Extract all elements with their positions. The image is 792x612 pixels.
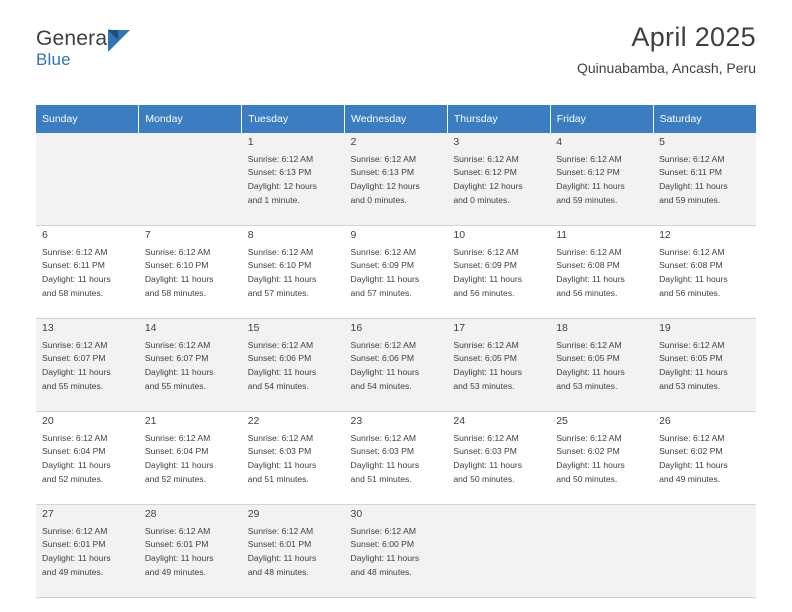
weekday-header-tuesday: Tuesday: [242, 105, 345, 133]
daylight-text-line2: and 50 minutes.: [556, 474, 618, 485]
calendar-day-cell: [447, 505, 550, 598]
day-number: 14: [144, 322, 157, 334]
day-info: [659, 153, 750, 209]
day-info: [659, 246, 750, 302]
sunrise-text: Sunrise: 6:12 AM: [453, 153, 519, 164]
sunset-text: Sunset: 6:05 PM: [556, 353, 620, 364]
sunrise-text: Sunrise: 6:12 AM: [144, 525, 211, 536]
calendar-day-cell: [345, 226, 448, 319]
sunrise-text: Sunrise: 6:12 AM: [556, 246, 622, 257]
day-number: 11: [556, 229, 568, 241]
daylight-text-line1: Daylight: 11 hours: [659, 367, 728, 378]
calendar-day-cell: [139, 412, 242, 505]
weekday-header-thursday: Thursday: [447, 105, 550, 133]
sunset-text: Sunset: 6:05 PM: [453, 353, 517, 364]
day-number: 1: [247, 136, 254, 148]
sunrise-text: Sunrise: 6:12 AM: [453, 339, 519, 350]
day-number: 4: [556, 136, 563, 148]
calendar-day-cell: [36, 319, 139, 412]
sunset-text: Sunset: 6:11 PM: [659, 167, 722, 178]
daylight-text-line2: and 1 minute.: [247, 195, 300, 206]
sunset-text: Sunset: 6:03 PM: [247, 446, 312, 457]
daylight-text-line2: and 48 minutes.: [350, 567, 412, 578]
calendar-day-cell: [139, 319, 242, 412]
sunrise-text: Sunrise: 6:12 AM: [350, 432, 416, 443]
calendar-day-cell: [242, 319, 345, 412]
sunrise-text: Sunrise: 6:12 AM: [453, 432, 519, 443]
calendar-week-row: [36, 412, 756, 505]
daylight-text-line2: and 57 minutes.: [350, 288, 412, 299]
calendar-day-cell: [242, 412, 345, 505]
daylight-text-line2: and 49 minutes.: [42, 567, 104, 578]
day-info: [556, 246, 647, 302]
page-title: April 2025: [631, 22, 756, 52]
calendar-day-cell: [242, 505, 345, 598]
sunrise-text: Sunrise: 6:12 AM: [247, 153, 314, 164]
calendar-day-cell: [139, 133, 242, 226]
day-number: 28: [144, 508, 157, 520]
daylight-text-line2: and 53 minutes.: [453, 381, 515, 392]
sunset-text: Sunset: 6:01 PM: [42, 539, 106, 550]
sunrise-text: Sunrise: 6:12 AM: [144, 432, 211, 443]
day-number: 15: [247, 322, 260, 334]
day-info: [659, 432, 750, 488]
daylight-text-line2: and 59 minutes.: [659, 195, 721, 206]
weekday-header-friday: Friday: [550, 105, 653, 133]
sunset-text: Sunset: 6:09 PM: [350, 260, 415, 271]
day-info: [248, 339, 339, 395]
daylight-text-line1: Daylight: 11 hours: [247, 553, 317, 564]
sunrise-text: Sunrise: 6:12 AM: [350, 153, 416, 164]
sunset-text: Sunset: 6:05 PM: [659, 353, 723, 364]
day-info: [453, 246, 544, 302]
day-info: [145, 246, 236, 302]
daylight-text-line1: Daylight: 11 hours: [350, 367, 420, 378]
calendar-day-cell: [447, 319, 550, 412]
day-number: 27: [42, 508, 54, 520]
calendar-day-cell: [36, 505, 139, 598]
sunset-text: Sunset: 6:07 PM: [42, 353, 106, 364]
flag-corner-icon: [108, 30, 118, 40]
daylight-text-line1: Daylight: 11 hours: [556, 460, 625, 471]
sunset-text: Sunset: 6:11 PM: [42, 260, 105, 271]
daylight-text-line1: Daylight: 11 hours: [556, 181, 625, 192]
sunset-text: Sunset: 6:10 PM: [144, 260, 209, 271]
calendar-day-cell: [653, 505, 756, 598]
sunset-text: Sunset: 6:12 PM: [556, 167, 620, 178]
sunrise-text: Sunrise: 6:12 AM: [247, 432, 314, 443]
day-number: 22: [247, 415, 260, 427]
daylight-text-line2: and 53 minutes.: [659, 381, 721, 392]
daylight-text-line1: Daylight: 11 hours: [42, 274, 111, 285]
sunrise-text: Sunrise: 6:12 AM: [247, 525, 314, 536]
location-subtitle: Quinuabamba, Ancash, Peru: [576, 60, 756, 76]
day-number: 6: [42, 229, 48, 241]
daylight-text-line2: and 55 minutes.: [42, 381, 104, 392]
brand-name-blue: Blue: [36, 50, 71, 69]
day-info: [351, 339, 442, 395]
day-info: [145, 525, 236, 581]
weekday-header-monday: Monday: [139, 105, 242, 133]
day-info: [248, 246, 339, 302]
daylight-text-line1: Daylight: 11 hours: [659, 274, 728, 285]
calendar-day-cell: [139, 505, 242, 598]
weekday-header-saturday: Saturday: [653, 105, 756, 133]
sunset-text: Sunset: 6:06 PM: [350, 353, 415, 364]
daylight-text-line1: Daylight: 11 hours: [247, 367, 317, 378]
sunset-text: Sunset: 6:08 PM: [659, 260, 723, 271]
daylight-text-line2: and 56 minutes.: [556, 288, 618, 299]
day-info: [556, 339, 647, 395]
day-number: 20: [42, 415, 54, 427]
daylight-text-line2: and 58 minutes.: [42, 288, 104, 299]
sunrise-text: Sunrise: 6:12 AM: [42, 525, 108, 536]
day-info: [248, 153, 339, 209]
day-info: [453, 153, 544, 209]
weekday-header-wednesday: Wednesday: [345, 105, 448, 133]
day-number: 13: [42, 322, 54, 334]
daylight-text-line2: and 58 minutes.: [144, 288, 206, 299]
daylight-text-line1: Daylight: 12 hours: [350, 181, 420, 192]
day-number: 17: [453, 322, 466, 334]
day-info: [351, 432, 442, 488]
sunset-text: Sunset: 6:02 PM: [659, 446, 723, 457]
daylight-text-line2: and 51 minutes.: [350, 474, 412, 485]
daylight-text-line1: Daylight: 11 hours: [42, 460, 111, 471]
day-number: 5: [659, 136, 665, 148]
sunrise-text: Sunrise: 6:12 AM: [556, 153, 622, 164]
daylight-text-line2: and 57 minutes.: [247, 288, 309, 299]
sunrise-text: Sunrise: 6:12 AM: [659, 153, 725, 164]
daylight-text-line2: and 49 minutes.: [144, 567, 206, 578]
daylight-text-line2: and 51 minutes.: [247, 474, 309, 485]
weekday-header-row: [36, 105, 756, 133]
day-number: 10: [453, 229, 466, 241]
sunrise-text: Sunrise: 6:12 AM: [659, 339, 725, 350]
sunset-text: Sunset: 6:07 PM: [144, 353, 209, 364]
daylight-text-line1: Daylight: 11 hours: [144, 460, 214, 471]
daylight-text-line1: Daylight: 11 hours: [350, 553, 420, 564]
daylight-text-line1: Daylight: 11 hours: [453, 460, 523, 471]
daylight-text-line1: Daylight: 11 hours: [350, 274, 420, 285]
sunset-text: Sunset: 6:03 PM: [350, 446, 415, 457]
daylight-text-line1: Daylight: 11 hours: [42, 367, 111, 378]
daylight-text-line1: Daylight: 11 hours: [144, 553, 214, 564]
calendar-day-cell: [36, 226, 139, 319]
day-number: 18: [556, 322, 568, 334]
calendar-day-cell: [447, 226, 550, 319]
sunset-text: Sunset: 6:13 PM: [247, 167, 312, 178]
sunrise-text: Sunrise: 6:12 AM: [42, 339, 108, 350]
calendar-day-cell: [550, 505, 653, 598]
day-number: 7: [144, 229, 151, 241]
day-number: 3: [453, 136, 460, 148]
calendar-day-cell: [550, 226, 653, 319]
day-info: [145, 432, 236, 488]
day-info: [42, 432, 133, 488]
day-info: [556, 153, 647, 209]
daylight-text-line2: and 56 minutes.: [659, 288, 721, 299]
sunset-text: Sunset: 6:00 PM: [350, 539, 415, 550]
calendar-day-cell: [345, 505, 448, 598]
daylight-text-line1: Daylight: 11 hours: [144, 367, 214, 378]
daylight-text-line2: and 52 minutes.: [144, 474, 206, 485]
day-number: 16: [350, 322, 363, 334]
sunrise-sunset-calendar: [36, 105, 756, 598]
calendar-day-cell: [242, 226, 345, 319]
calendar-day-cell: [653, 226, 756, 319]
day-info: [42, 525, 133, 581]
sunrise-text: Sunrise: 6:12 AM: [144, 246, 211, 257]
day-info: [248, 525, 339, 581]
calendar-day-cell: [36, 412, 139, 505]
daylight-text-line2: and 49 minutes.: [659, 474, 721, 485]
sunrise-text: Sunrise: 6:12 AM: [659, 432, 725, 443]
daylight-text-line1: Daylight: 11 hours: [453, 274, 523, 285]
sunset-text: Sunset: 6:06 PM: [247, 353, 312, 364]
day-number: 2: [350, 136, 357, 148]
day-number: 29: [247, 508, 260, 520]
sunrise-text: Sunrise: 6:12 AM: [42, 432, 108, 443]
sunrise-text: Sunrise: 6:12 AM: [556, 339, 622, 350]
daylight-text-line2: and 56 minutes.: [453, 288, 515, 299]
daylight-text-line1: Daylight: 11 hours: [453, 367, 523, 378]
calendar-week-row: [36, 226, 756, 319]
sunset-text: Sunset: 6:12 PM: [453, 167, 517, 178]
daylight-text-line1: Daylight: 11 hours: [144, 274, 214, 285]
daylight-text-line1: Daylight: 11 hours: [556, 367, 625, 378]
day-info: [248, 432, 339, 488]
brand-name-general: General: [36, 27, 113, 50]
calendar-day-cell: [550, 133, 653, 226]
day-number: 24: [453, 415, 466, 427]
sunset-text: Sunset: 6:03 PM: [453, 446, 517, 457]
day-number: 25: [556, 415, 568, 427]
calendar-week-row: [36, 133, 756, 226]
day-number: 19: [659, 322, 671, 334]
sunset-text: Sunset: 6:02 PM: [556, 446, 620, 457]
daylight-text-line1: Daylight: 11 hours: [350, 460, 420, 471]
day-info: [145, 339, 236, 395]
day-number: 26: [659, 415, 671, 427]
daylight-text-line1: Daylight: 11 hours: [247, 460, 317, 471]
daylight-text-line1: Daylight: 11 hours: [42, 553, 111, 564]
daylight-text-line2: and 54 minutes.: [350, 381, 412, 392]
sunrise-text: Sunrise: 6:12 AM: [453, 246, 519, 257]
daylight-text-line1: Daylight: 12 hours: [453, 181, 523, 192]
day-info: [453, 432, 544, 488]
sunrise-text: Sunrise: 6:12 AM: [144, 339, 211, 350]
daylight-text-line2: and 48 minutes.: [247, 567, 309, 578]
brand-logo: [36, 28, 112, 68]
day-info: [42, 339, 133, 395]
day-number: 12: [659, 229, 671, 241]
day-number: 21: [144, 415, 157, 427]
sunset-text: Sunset: 6:04 PM: [144, 446, 209, 457]
sunset-text: Sunset: 6:10 PM: [247, 260, 312, 271]
calendar-day-cell: [550, 319, 653, 412]
calendar-week-row: [36, 505, 756, 598]
calendar-day-cell: [550, 412, 653, 505]
daylight-text-line2: and 53 minutes.: [556, 381, 618, 392]
daylight-text-line2: and 0 minutes.: [350, 195, 407, 206]
day-info: [42, 246, 133, 302]
sunrise-text: Sunrise: 6:12 AM: [350, 246, 416, 257]
daylight-text-line1: Daylight: 11 hours: [659, 181, 728, 192]
daylight-text-line1: Daylight: 11 hours: [247, 274, 317, 285]
calendar-day-cell: [345, 133, 448, 226]
daylight-text-line2: and 50 minutes.: [453, 474, 515, 485]
calendar-day-cell: [447, 412, 550, 505]
calendar-day-cell: [447, 133, 550, 226]
sunset-text: Sunset: 6:01 PM: [247, 539, 312, 550]
calendar-day-cell: [139, 226, 242, 319]
day-info: [556, 432, 647, 488]
day-info: [351, 246, 442, 302]
sunrise-text: Sunrise: 6:12 AM: [350, 525, 416, 536]
calendar-day-cell: [653, 319, 756, 412]
sunrise-text: Sunrise: 6:12 AM: [659, 246, 725, 257]
sunrise-text: Sunrise: 6:12 AM: [350, 339, 416, 350]
page-header: [36, 0, 756, 76]
calendar-day-cell: [36, 133, 139, 226]
day-number: 23: [350, 415, 363, 427]
daylight-text-line2: and 59 minutes.: [556, 195, 618, 206]
day-info: [351, 153, 442, 209]
weekday-header-sunday: Sunday: [36, 105, 139, 133]
calendar-day-cell: [653, 133, 756, 226]
daylight-text-line1: Daylight: 11 hours: [659, 460, 728, 471]
calendar-day-cell: [653, 412, 756, 505]
daylight-text-line1: Daylight: 11 hours: [556, 274, 625, 285]
calendar-week-row: [36, 319, 756, 412]
sunset-text: Sunset: 6:08 PM: [556, 260, 620, 271]
day-info: [453, 339, 544, 395]
daylight-text-line2: and 54 minutes.: [247, 381, 309, 392]
daylight-text-line2: and 52 minutes.: [42, 474, 104, 485]
sunset-text: Sunset: 6:04 PM: [42, 446, 106, 457]
day-info: [659, 339, 750, 395]
day-number: 30: [350, 508, 363, 520]
calendar-day-cell: [345, 319, 448, 412]
calendar-day-cell: [345, 412, 448, 505]
sunrise-text: Sunrise: 6:12 AM: [42, 246, 108, 257]
sunrise-text: Sunrise: 6:12 AM: [247, 339, 314, 350]
sunset-text: Sunset: 6:09 PM: [453, 260, 517, 271]
sunrise-text: Sunrise: 6:12 AM: [556, 432, 622, 443]
sunset-text: Sunset: 6:01 PM: [144, 539, 209, 550]
day-info: [351, 525, 442, 581]
calendar-day-cell: [242, 133, 345, 226]
daylight-text-line2: and 55 minutes.: [144, 381, 206, 392]
sunrise-text: Sunrise: 6:12 AM: [247, 246, 314, 257]
day-number: 9: [350, 229, 357, 241]
daylight-text-line2: and 0 minutes.: [453, 195, 510, 206]
day-number: 8: [247, 229, 254, 241]
daylight-text-line1: Daylight: 12 hours: [247, 181, 317, 192]
sunset-text: Sunset: 6:13 PM: [350, 167, 415, 178]
